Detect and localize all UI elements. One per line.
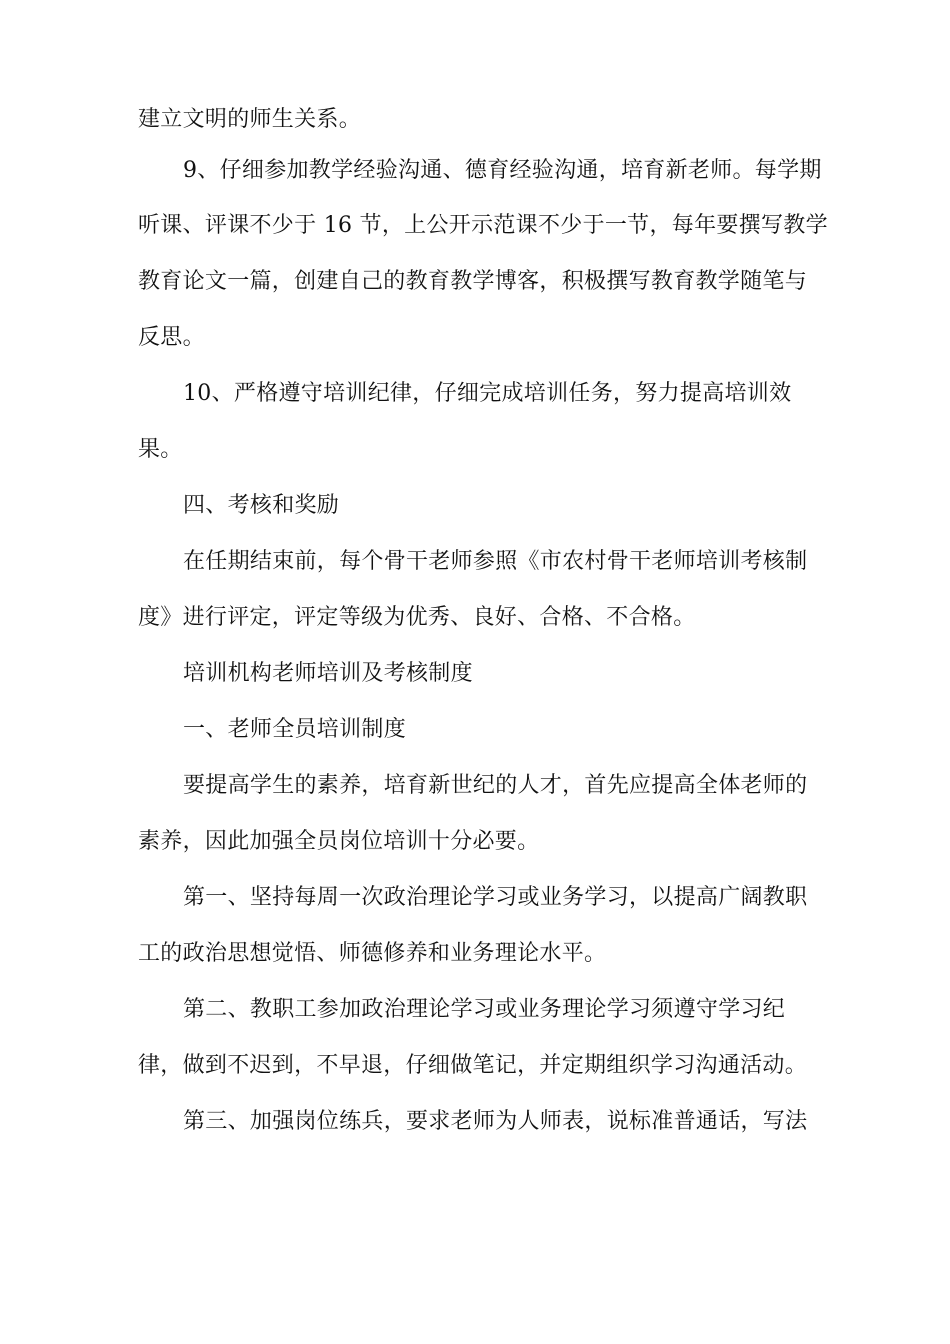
text-line: 律，做到不迟到，不早退，仔细做笔记，并定期组织学习沟通活动。: [138, 1053, 808, 1078]
text-line: 9、仔细参加教学经验沟通、德育经验沟通，培育新老师。每学期: [183, 158, 822, 183]
text-line: 在任期结束前，每个骨干老师参照《市农村骨干老师培训考核制: [183, 549, 808, 574]
text-line: 建立文明的师生关系。: [138, 107, 362, 132]
section-heading: 一、老师全员培训制度: [183, 717, 407, 742]
text-line: 度》进行评定，评定等级为优秀、良好、合格、不合格。: [138, 605, 696, 630]
document-title: 培训机构老师培训及考核制度: [183, 661, 473, 686]
text-line: 工的政治思想觉悟、师德修养和业务理论水平。: [138, 941, 607, 966]
text-line: 第一、坚持每周一次政治理论学习或业务学习，以提高广阔教职: [183, 885, 808, 910]
text-line: 反思。: [138, 325, 205, 350]
text-line: 素养，因此加强全员岗位培训十分必要。: [138, 829, 540, 854]
text-line: 教育论文一篇，创建自己的教育教学博客，积极撰写教育教学随笔与: [138, 269, 808, 294]
text-line: 第三、加强岗位练兵，要求老师为人师表，说标准普通话，写法: [183, 1109, 808, 1134]
text-line: 果。: [138, 437, 183, 462]
text-line: 10、严格遵守培训纪律，仔细完成培训任务，努力提高培训效: [183, 381, 792, 406]
text-line: 听课、评课不少于 16 节，上公开示范课不少于一节，每年要撰写教学: [138, 213, 828, 238]
text-line: 要提高学生的素养，培育新世纪的人才，首先应提高全体老师的: [183, 773, 808, 798]
text-line: 第二、教职工参加政治理论学习或业务理论学习须遵守学习纪: [183, 997, 786, 1022]
section-heading: 四、考核和奖励: [183, 493, 340, 518]
